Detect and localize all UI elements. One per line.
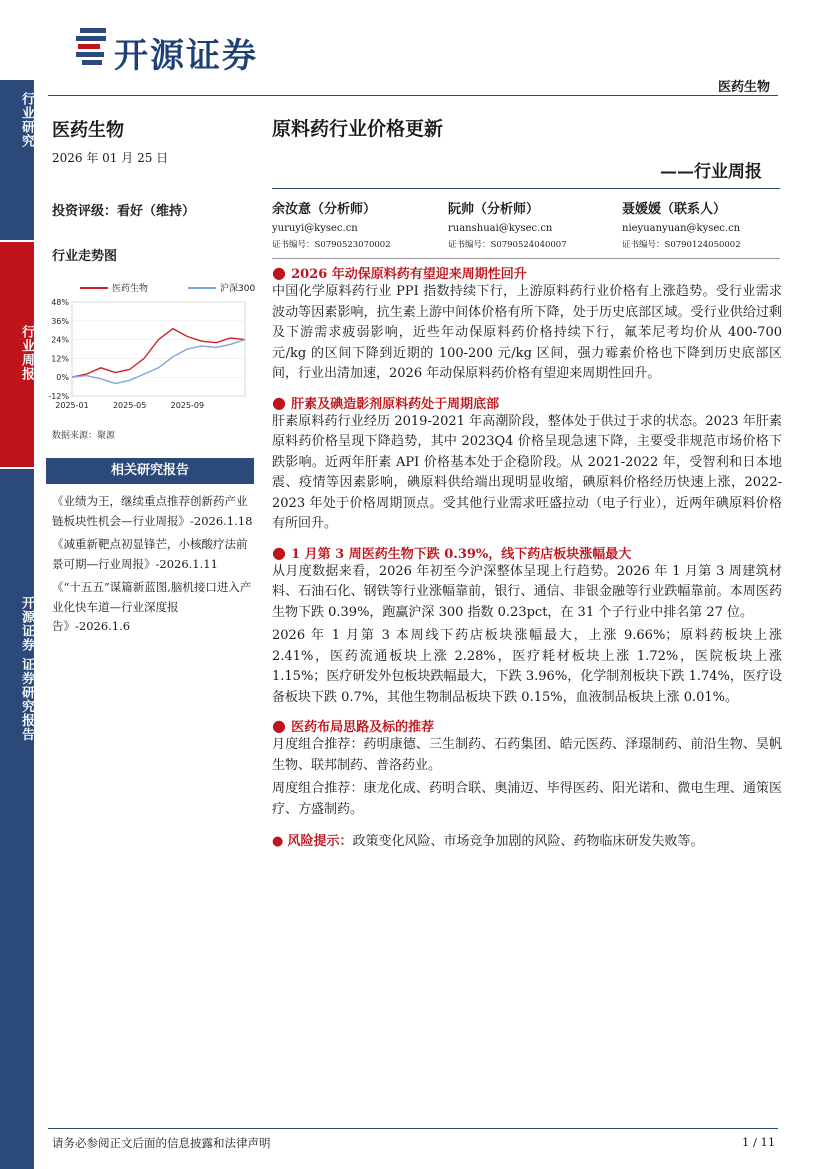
chart-source: 数据来源：聚源 <box>52 431 116 441</box>
title-divider <box>272 188 780 189</box>
section-paragraph: 2026 年 1 月第 3 本周线下药店板块涨幅最大，上涨 9.66%；原料药板块上涨 2.41%，医药流通板块上涨 2.28%，医疗耗材板块上涨 1.72%，医院板块上涨 1.15%；医疗研发外包板块跌幅最大，下跌 3.96%，化学制剂板块下跌 1.74%，医疗设备板块下跌 0.7%，其他生物制品板块下跌 0.15%，血液制品板块上涨 0.01%。 <box>272 628 782 705</box>
report-subtitle: ——行业周报 <box>660 162 762 182</box>
analyst-block <box>622 198 782 250</box>
related-report-list <box>52 492 256 637</box>
report-body <box>272 263 782 853</box>
analyst-cert: 证书编号：S0790523070002 <box>272 240 391 250</box>
series-line-pharma <box>72 329 245 378</box>
analyst-name: 余汝意（分析师） <box>272 202 377 217</box>
report-title: 原料药行业价格更新 <box>272 118 444 140</box>
y-tick-label: 0% <box>56 373 69 383</box>
footer-divider <box>48 1128 778 1129</box>
section-paragraph: 月度组合推荐：药明康德、三生制药、石药集团、皓元医药、泽璟制药、前沿生物、昊帆生物、联邦制药、普洛药业。 <box>272 737 782 773</box>
x-tick-label: 2025-01 <box>55 401 89 410</box>
trend-chart-title: 行业走势图 <box>52 249 118 264</box>
analyst-block <box>448 198 618 250</box>
analyst-email[interactable]: yuruyi@kysec.cn <box>272 223 358 234</box>
header-divider <box>48 95 778 96</box>
page-number: 1 / 11 <box>742 1135 776 1149</box>
related-report-item[interactable]: 《“十五五”谋篇新蓝图,脑机接口进入产业化快车道—行业深度报告》-2026.1.6 <box>52 580 252 633</box>
y-tick-label: 36% <box>51 316 69 326</box>
section-heading: ● 1 月第 3 周医药生物下跌 0.39%，线下药店板块涨幅最大 <box>272 542 632 562</box>
trend-chart <box>40 276 255 421</box>
investment-rating: 投资评级：看好（维持） <box>52 204 196 219</box>
legend-label: 沪深300 <box>220 284 255 294</box>
risk-warning: ● 风险提示：政策变化风险、市场竞争加剧的风险、药物临床研发失败等。 <box>272 834 704 849</box>
legend-label: 医药生物 <box>112 284 149 294</box>
analyst-block <box>272 198 442 250</box>
section-heading: ● 2026 年动保原料药有望迎来周期性回升 <box>272 263 527 282</box>
y-tick-label: -12% <box>48 392 69 401</box>
sidebar-label-top: 行业研究 <box>19 92 34 148</box>
report-date: 2026 年 01 月 25 日 <box>52 151 169 165</box>
plot-frame <box>72 302 245 396</box>
y-tick-label: 48% <box>51 298 69 307</box>
section-heading: ● 肝素及碘造影剂原料药处于周期底部 <box>272 392 500 412</box>
sidebar-band-bottom <box>0 469 34 1169</box>
analyst-cert: 证书编号：S0790524040007 <box>448 240 567 250</box>
y-tick-label: 12% <box>51 354 69 364</box>
sidebar-label-bottom: 开源证券 证券研究报告 <box>19 596 34 742</box>
related-reports-header <box>46 458 254 484</box>
analyst-name: 聂媛媛（联系人） <box>622 202 727 217</box>
analyst-email[interactable]: ruanshuai@kysec.cn <box>448 223 553 234</box>
section-paragraph: 周度组合推荐：康龙化成、药明合联、奥浦迈、毕得医药、阳光诺和、微电生理、通策医疗、方盛制药。 <box>272 781 782 817</box>
y-tick-label: 24% <box>51 335 69 345</box>
x-tick-label: 2025-05 <box>112 401 147 410</box>
bullet-icon: ● <box>272 834 284 849</box>
analyst-name: 阮帅（分析师） <box>448 202 540 217</box>
analyst-divider <box>272 258 780 259</box>
bullet-icon: ● <box>272 263 286 282</box>
industry-name: 医药生物 <box>52 120 124 141</box>
brand-name: 开源证券 <box>114 36 258 76</box>
series-line-csi300 <box>72 340 245 384</box>
section-heading: ● 医药布局思路及标的推荐 <box>272 716 435 735</box>
bullet-icon: ● <box>272 392 286 412</box>
section-paragraph: 中国化学原料药行业 PPI 指数持续下行，上游原料药行业价格有上涨趋势。受行业需求波动等因素影响，抗生素上游中间体价格有所下降，处于历史底部区域。受行业供给过剩及下游需求疲弱影响，近些年动保原料药价格持续下行，氟苯尼考均价从 400-700 元/kg 的区间下降到近期的 100-200 元/kg 区间，强力霉素价格也下降到历史底部区间，行业出清加速，2026 年动保原料药价格有望迎来周期性回升。 <box>272 284 782 381</box>
bullet-icon: ● <box>272 716 286 735</box>
footer-disclaimer: 请务必参阅正文后面的信息披露和法律声明 <box>52 1136 271 1150</box>
related-report-item[interactable]: 《减重新靶点初显锋芒，小核酸疗法前景可期—行业周报》-2026.1.11 <box>52 537 248 571</box>
section-paragraph: 肝素原料药行业经历 2019-2021 年高潮阶段，整体处于供过于求的状态。2023 年肝素原料药价格呈现下降趋势，其中 2023Q4 价格呈现急速下降，主要受非规范市场价格下跌影响。近两年肝素 API 价格基本处于企稳阶段。从 2021-2022 年，受智利和日本地震、疫情等因素影响，碘原料供给端出现明显收缩，碘原料价格经历快速上涨，2022-2023 年处于价格周期顶点。受其他行业需求旺盛拉动（电子行业），近两年碘原料价格有所回升。 <box>272 413 782 531</box>
section-tag: 医药生物 <box>718 80 771 95</box>
related-report-item[interactable]: 《业绩为王，继续重点推荐创新药产业链板块性机会—行业周报》-2026.1.18 <box>52 494 253 528</box>
sidebar-label-middle: 行业周报 <box>19 325 34 381</box>
brand-logo-icon <box>76 28 106 68</box>
section-paragraph: 从月度数据来看，2026 年初至今沪深整体呈现上行趋势。2026 年 1 月第 3 周建筑材料、石油石化、钢铁等行业涨幅靠前，银行、通信、非银金融等行业跌幅靠前。本周医药生物下跌 0.39%，跑赢沪深 300 指数 0.23pct，在 31 个子行业中排名第 27 位。 <box>272 563 782 620</box>
bullet-icon: ● <box>272 542 286 562</box>
x-tick-label: 2025-09 <box>170 401 205 410</box>
analyst-cert: 证书编号：S0790124050002 <box>622 240 741 250</box>
related-reports-title: 相关研究报告 <box>110 463 189 478</box>
analyst-email[interactable]: nieyuanyuan@kysec.cn <box>622 223 741 234</box>
